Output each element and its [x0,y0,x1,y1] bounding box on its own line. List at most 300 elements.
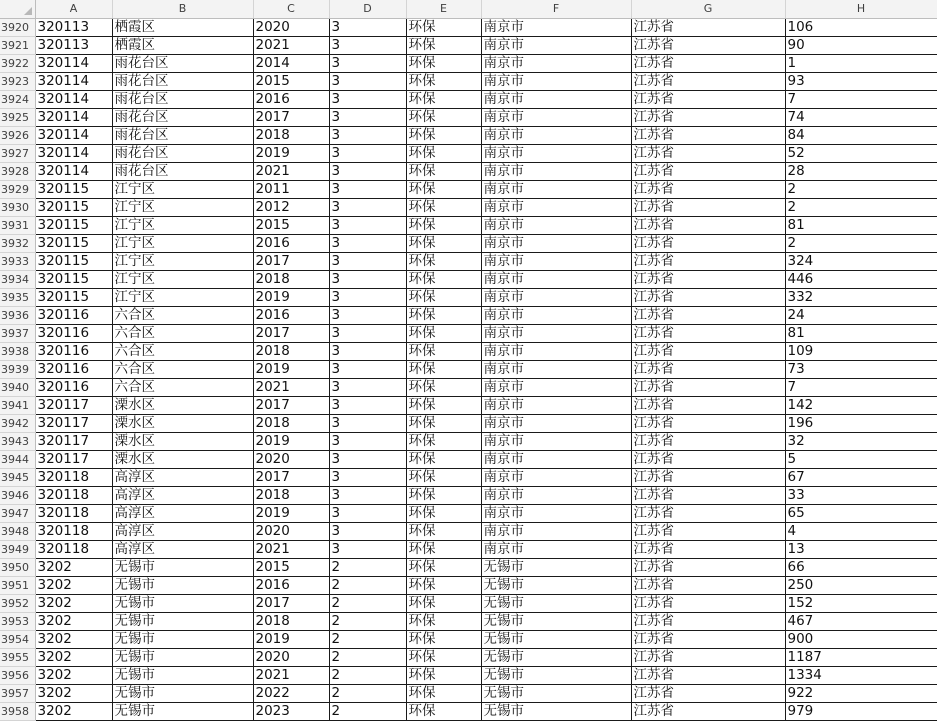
cell-h[interactable]: 250 [785,576,937,594]
cell-d[interactable]: 3 [329,432,406,450]
cell-g[interactable]: 江苏省 [631,234,785,252]
cell-c[interactable]: 2022 [253,684,329,702]
cell-a[interactable]: 320118 [35,504,112,522]
cell-b[interactable]: 溧水区 [112,396,253,414]
row-header[interactable]: 3929 [0,180,35,198]
cell-g[interactable]: 江苏省 [631,324,785,342]
cell-h[interactable]: 84 [785,126,937,144]
cell-b[interactable]: 无锡市 [112,612,253,630]
cell-b[interactable]: 无锡市 [112,648,253,666]
cell-d[interactable]: 2 [329,612,406,630]
cell-h[interactable]: 1187 [785,648,937,666]
cell-e[interactable]: 环保 [406,486,481,504]
cell-h[interactable]: 90 [785,36,937,54]
row-header[interactable]: 3934 [0,270,35,288]
cell-h[interactable]: 7 [785,378,937,396]
cell-c[interactable]: 2017 [253,594,329,612]
cell-a[interactable]: 320116 [35,378,112,396]
cell-e[interactable]: 环保 [406,504,481,522]
cell-b[interactable]: 江宁区 [112,216,253,234]
cell-h[interactable]: 142 [785,396,937,414]
cell-b[interactable]: 江宁区 [112,198,253,216]
cell-h[interactable]: 1 [785,54,937,72]
cell-g[interactable]: 江苏省 [631,72,785,90]
cell-h[interactable]: 33 [785,486,937,504]
cell-a[interactable]: 320117 [35,450,112,468]
cell-a[interactable]: 320113 [35,18,112,36]
cell-c[interactable]: 2019 [253,360,329,378]
cell-b[interactable]: 雨花台区 [112,108,253,126]
cell-b[interactable]: 雨花台区 [112,144,253,162]
cell-g[interactable]: 江苏省 [631,576,785,594]
row-header[interactable]: 3923 [0,72,35,90]
cell-h[interactable]: 324 [785,252,937,270]
cell-f[interactable]: 南京市 [481,126,631,144]
cell-c[interactable]: 2019 [253,630,329,648]
cell-a[interactable]: 320118 [35,468,112,486]
cell-c[interactable]: 2021 [253,378,329,396]
row-header[interactable]: 3953 [0,612,35,630]
row-header[interactable]: 3922 [0,54,35,72]
cell-d[interactable]: 3 [329,288,406,306]
cell-e[interactable]: 环保 [406,18,481,36]
row-header[interactable]: 3927 [0,144,35,162]
cell-f[interactable]: 南京市 [481,396,631,414]
cell-c[interactable]: 2017 [253,468,329,486]
row-header[interactable]: 3947 [0,504,35,522]
cell-h[interactable]: 152 [785,594,937,612]
cell-g[interactable]: 江苏省 [631,90,785,108]
cell-h[interactable]: 13 [785,540,937,558]
cell-h[interactable]: 467 [785,612,937,630]
cell-d[interactable]: 3 [329,54,406,72]
cell-c[interactable]: 2017 [253,108,329,126]
cell-f[interactable]: 无锡市 [481,630,631,648]
cell-b[interactable]: 无锡市 [112,558,253,576]
cell-d[interactable]: 3 [329,126,406,144]
cell-c[interactable]: 2018 [253,270,329,288]
cell-h[interactable]: 67 [785,468,937,486]
cell-a[interactable]: 3202 [35,648,112,666]
column-header-c[interactable]: C [253,0,329,18]
cell-a[interactable]: 320116 [35,360,112,378]
cell-c[interactable]: 2016 [253,576,329,594]
cell-a[interactable]: 320115 [35,288,112,306]
cell-f[interactable]: 南京市 [481,522,631,540]
cell-d[interactable]: 3 [329,306,406,324]
cell-f[interactable]: 南京市 [481,540,631,558]
cell-h[interactable]: 2 [785,198,937,216]
cell-g[interactable]: 江苏省 [631,648,785,666]
cell-d[interactable]: 3 [329,396,406,414]
cell-e[interactable]: 环保 [406,540,481,558]
cell-b[interactable]: 六合区 [112,378,253,396]
cell-e[interactable]: 环保 [406,432,481,450]
cell-h[interactable]: 979 [785,702,937,720]
cell-f[interactable]: 南京市 [481,108,631,126]
cell-f[interactable]: 南京市 [481,18,631,36]
cell-d[interactable]: 3 [329,18,406,36]
cell-e[interactable]: 环保 [406,198,481,216]
cell-a[interactable]: 320114 [35,90,112,108]
cell-a[interactable]: 320115 [35,234,112,252]
cell-h[interactable]: 93 [785,72,937,90]
cell-b[interactable]: 溧水区 [112,450,253,468]
cell-h[interactable]: 65 [785,504,937,522]
cell-d[interactable]: 3 [329,180,406,198]
cell-c[interactable]: 2023 [253,702,329,720]
cell-h[interactable]: 1334 [785,666,937,684]
cell-a[interactable]: 320118 [35,522,112,540]
row-header[interactable]: 3943 [0,432,35,450]
cell-c[interactable]: 2017 [253,252,329,270]
cell-f[interactable]: 南京市 [481,306,631,324]
cell-e[interactable]: 环保 [406,72,481,90]
cell-f[interactable]: 南京市 [481,270,631,288]
cell-b[interactable]: 高淳区 [112,486,253,504]
cell-a[interactable]: 320118 [35,540,112,558]
cell-f[interactable]: 南京市 [481,450,631,468]
cell-d[interactable]: 3 [329,450,406,468]
cell-a[interactable]: 320117 [35,396,112,414]
row-header[interactable]: 3933 [0,252,35,270]
cell-b[interactable]: 六合区 [112,360,253,378]
cell-c[interactable]: 2020 [253,648,329,666]
cell-c[interactable]: 2018 [253,126,329,144]
cell-h[interactable]: 922 [785,684,937,702]
row-header[interactable]: 3936 [0,306,35,324]
cell-d[interactable]: 3 [329,216,406,234]
cell-f[interactable]: 南京市 [481,72,631,90]
cell-a[interactable]: 320115 [35,252,112,270]
cell-b[interactable]: 高淳区 [112,522,253,540]
cell-g[interactable]: 江苏省 [631,270,785,288]
cell-h[interactable]: 4 [785,522,937,540]
cell-e[interactable]: 环保 [406,378,481,396]
cell-g[interactable]: 江苏省 [631,54,785,72]
cell-g[interactable]: 江苏省 [631,450,785,468]
cell-f[interactable]: 南京市 [481,144,631,162]
cell-h[interactable]: 106 [785,18,937,36]
cell-f[interactable]: 南京市 [481,234,631,252]
row-header[interactable]: 3946 [0,486,35,504]
row-header[interactable]: 3948 [0,522,35,540]
cell-b[interactable]: 高淳区 [112,504,253,522]
cell-c[interactable]: 2021 [253,36,329,54]
cell-d[interactable]: 2 [329,558,406,576]
cell-h[interactable]: 81 [785,324,937,342]
cell-f[interactable]: 南京市 [481,504,631,522]
cell-f[interactable]: 无锡市 [481,612,631,630]
cell-b[interactable]: 溧水区 [112,432,253,450]
cell-h[interactable]: 74 [785,108,937,126]
cell-f[interactable]: 无锡市 [481,666,631,684]
column-header-d[interactable]: D [329,0,406,18]
row-header[interactable]: 3939 [0,360,35,378]
cell-a[interactable]: 3202 [35,702,112,720]
cell-f[interactable]: 南京市 [481,90,631,108]
cell-e[interactable]: 环保 [406,648,481,666]
row-header[interactable]: 3932 [0,234,35,252]
column-header-a[interactable]: A [35,0,112,18]
cell-g[interactable]: 江苏省 [631,558,785,576]
cell-d[interactable]: 2 [329,648,406,666]
row-header[interactable]: 3941 [0,396,35,414]
cell-h[interactable]: 32 [785,432,937,450]
cell-c[interactable]: 2021 [253,666,329,684]
cell-g[interactable]: 江苏省 [631,540,785,558]
cell-a[interactable]: 320118 [35,486,112,504]
cell-c[interactable]: 2020 [253,450,329,468]
cell-b[interactable]: 溧水区 [112,414,253,432]
cell-f[interactable]: 南京市 [481,378,631,396]
cell-f[interactable]: 无锡市 [481,594,631,612]
cell-e[interactable]: 环保 [406,702,481,720]
row-header[interactable]: 3951 [0,576,35,594]
cell-b[interactable]: 雨花台区 [112,54,253,72]
cell-f[interactable]: 南京市 [481,360,631,378]
cell-a[interactable]: 3202 [35,558,112,576]
cell-f[interactable]: 南京市 [481,54,631,72]
cell-c[interactable]: 2020 [253,522,329,540]
cell-d[interactable]: 3 [329,36,406,54]
cell-e[interactable]: 环保 [406,180,481,198]
cell-h[interactable]: 7 [785,90,937,108]
cell-b[interactable]: 江宁区 [112,252,253,270]
row-header[interactable]: 3945 [0,468,35,486]
cell-a[interactable]: 320114 [35,108,112,126]
cell-e[interactable]: 环保 [406,342,481,360]
cell-f[interactable]: 无锡市 [481,684,631,702]
cell-f[interactable]: 南京市 [481,288,631,306]
cell-b[interactable]: 江宁区 [112,234,253,252]
cell-e[interactable]: 环保 [406,288,481,306]
cell-a[interactable]: 320115 [35,180,112,198]
cell-d[interactable]: 3 [329,72,406,90]
cell-d[interactable]: 3 [329,540,406,558]
cell-f[interactable]: 南京市 [481,486,631,504]
cell-e[interactable]: 环保 [406,54,481,72]
cell-g[interactable]: 江苏省 [631,18,785,36]
cell-f[interactable]: 南京市 [481,252,631,270]
cell-b[interactable]: 栖霞区 [112,18,253,36]
cell-e[interactable]: 环保 [406,666,481,684]
cell-e[interactable]: 环保 [406,252,481,270]
cell-g[interactable]: 江苏省 [631,162,785,180]
cell-c[interactable]: 2021 [253,540,329,558]
cell-d[interactable]: 3 [329,252,406,270]
cell-d[interactable]: 2 [329,666,406,684]
cell-b[interactable]: 六合区 [112,306,253,324]
cell-c[interactable]: 2016 [253,234,329,252]
cell-e[interactable]: 环保 [406,522,481,540]
cell-a[interactable]: 320114 [35,162,112,180]
cell-g[interactable]: 江苏省 [631,504,785,522]
cell-d[interactable]: 3 [329,378,406,396]
cell-g[interactable]: 江苏省 [631,612,785,630]
column-header-e[interactable]: E [406,0,481,18]
cell-c[interactable]: 2020 [253,18,329,36]
cell-f[interactable]: 无锡市 [481,576,631,594]
cell-a[interactable]: 320116 [35,306,112,324]
cell-h[interactable]: 52 [785,144,937,162]
cell-d[interactable]: 3 [329,324,406,342]
row-header[interactable]: 3957 [0,684,35,702]
cell-g[interactable]: 江苏省 [631,288,785,306]
cell-f[interactable]: 南京市 [481,180,631,198]
cell-d[interactable]: 2 [329,630,406,648]
cell-f[interactable]: 南京市 [481,342,631,360]
cell-b[interactable]: 江宁区 [112,270,253,288]
cell-a[interactable]: 320113 [35,36,112,54]
cell-c[interactable]: 2015 [253,558,329,576]
cell-e[interactable]: 环保 [406,36,481,54]
cell-d[interactable]: 3 [329,486,406,504]
cell-a[interactable]: 320114 [35,144,112,162]
cell-d[interactable]: 3 [329,144,406,162]
cell-h[interactable]: 2 [785,180,937,198]
cell-d[interactable]: 3 [329,90,406,108]
cell-g[interactable]: 江苏省 [631,126,785,144]
cell-g[interactable]: 江苏省 [631,414,785,432]
row-header[interactable]: 3937 [0,324,35,342]
cell-c[interactable]: 2016 [253,90,329,108]
cell-g[interactable]: 江苏省 [631,378,785,396]
cell-b[interactable]: 无锡市 [112,666,253,684]
cell-d[interactable]: 3 [329,198,406,216]
row-header[interactable]: 3924 [0,90,35,108]
cell-g[interactable]: 江苏省 [631,108,785,126]
cell-h[interactable]: 446 [785,270,937,288]
cell-c[interactable]: 2019 [253,144,329,162]
cell-c[interactable]: 2012 [253,198,329,216]
row-header[interactable]: 3955 [0,648,35,666]
cell-a[interactable]: 320114 [35,126,112,144]
cell-e[interactable]: 环保 [406,612,481,630]
cell-h[interactable]: 28 [785,162,937,180]
cell-b[interactable]: 高淳区 [112,540,253,558]
cell-e[interactable]: 环保 [406,108,481,126]
cell-g[interactable]: 江苏省 [631,198,785,216]
cell-h[interactable]: 196 [785,414,937,432]
row-header[interactable]: 3920 [0,18,35,36]
cell-e[interactable]: 环保 [406,90,481,108]
cell-a[interactable]: 3202 [35,630,112,648]
cell-h[interactable]: 332 [785,288,937,306]
cell-f[interactable]: 南京市 [481,162,631,180]
row-header[interactable]: 3935 [0,288,35,306]
row-header[interactable]: 3921 [0,36,35,54]
cell-f[interactable]: 南京市 [481,468,631,486]
cell-e[interactable]: 环保 [406,234,481,252]
cell-c[interactable]: 2019 [253,432,329,450]
cell-g[interactable]: 江苏省 [631,144,785,162]
cell-b[interactable]: 无锡市 [112,576,253,594]
cell-c[interactable]: 2018 [253,612,329,630]
cell-d[interactable]: 3 [329,414,406,432]
cell-g[interactable]: 江苏省 [631,594,785,612]
cell-e[interactable]: 环保 [406,360,481,378]
cell-b[interactable]: 雨花台区 [112,162,253,180]
cell-d[interactable]: 2 [329,576,406,594]
cell-g[interactable]: 江苏省 [631,216,785,234]
column-header-b[interactable]: B [112,0,253,18]
row-header[interactable]: 3926 [0,126,35,144]
row-header[interactable]: 3930 [0,198,35,216]
cell-d[interactable]: 3 [329,522,406,540]
cell-b[interactable]: 雨花台区 [112,90,253,108]
cell-g[interactable]: 江苏省 [631,684,785,702]
cell-d[interactable]: 3 [329,468,406,486]
cell-d[interactable]: 3 [329,270,406,288]
cell-e[interactable]: 环保 [406,450,481,468]
cell-c[interactable]: 2015 [253,72,329,90]
cell-g[interactable]: 江苏省 [631,342,785,360]
cell-c[interactable]: 2016 [253,306,329,324]
cell-d[interactable]: 2 [329,702,406,720]
cell-a[interactable]: 3202 [35,594,112,612]
cell-c[interactable]: 2017 [253,324,329,342]
cell-a[interactable]: 320114 [35,54,112,72]
cell-g[interactable]: 江苏省 [631,306,785,324]
cell-f[interactable]: 南京市 [481,324,631,342]
cell-e[interactable]: 环保 [406,270,481,288]
cell-b[interactable]: 雨花台区 [112,126,253,144]
cell-h[interactable]: 73 [785,360,937,378]
cell-e[interactable]: 环保 [406,216,481,234]
cell-b[interactable]: 六合区 [112,324,253,342]
cell-f[interactable]: 南京市 [481,414,631,432]
row-header[interactable]: 3956 [0,666,35,684]
cell-g[interactable]: 江苏省 [631,396,785,414]
cell-a[interactable]: 3202 [35,684,112,702]
cell-a[interactable]: 320116 [35,324,112,342]
cell-h[interactable]: 24 [785,306,937,324]
cell-g[interactable]: 江苏省 [631,486,785,504]
cell-f[interactable]: 无锡市 [481,648,631,666]
cell-e[interactable]: 环保 [406,576,481,594]
cell-e[interactable]: 环保 [406,396,481,414]
cell-g[interactable]: 江苏省 [631,180,785,198]
cell-a[interactable]: 320114 [35,72,112,90]
row-header[interactable]: 3958 [0,702,35,720]
row-header[interactable]: 3925 [0,108,35,126]
cell-e[interactable]: 环保 [406,414,481,432]
cell-f[interactable]: 南京市 [481,198,631,216]
cell-e[interactable]: 环保 [406,162,481,180]
cell-h[interactable]: 81 [785,216,937,234]
cell-e[interactable]: 环保 [406,144,481,162]
cell-g[interactable]: 江苏省 [631,666,785,684]
cell-f[interactable]: 无锡市 [481,558,631,576]
cell-f[interactable]: 南京市 [481,432,631,450]
cell-d[interactable]: 3 [329,504,406,522]
cell-b[interactable]: 江宁区 [112,180,253,198]
cell-e[interactable]: 环保 [406,684,481,702]
cell-e[interactable]: 环保 [406,306,481,324]
cell-c[interactable]: 2018 [253,486,329,504]
cell-g[interactable]: 江苏省 [631,36,785,54]
cell-f[interactable]: 无锡市 [481,702,631,720]
cell-c[interactable]: 2019 [253,504,329,522]
cell-d[interactable]: 3 [329,108,406,126]
cell-e[interactable]: 环保 [406,324,481,342]
cell-g[interactable]: 江苏省 [631,432,785,450]
cell-g[interactable]: 江苏省 [631,468,785,486]
cell-g[interactable]: 江苏省 [631,522,785,540]
cell-d[interactable]: 3 [329,360,406,378]
row-header[interactable]: 3928 [0,162,35,180]
